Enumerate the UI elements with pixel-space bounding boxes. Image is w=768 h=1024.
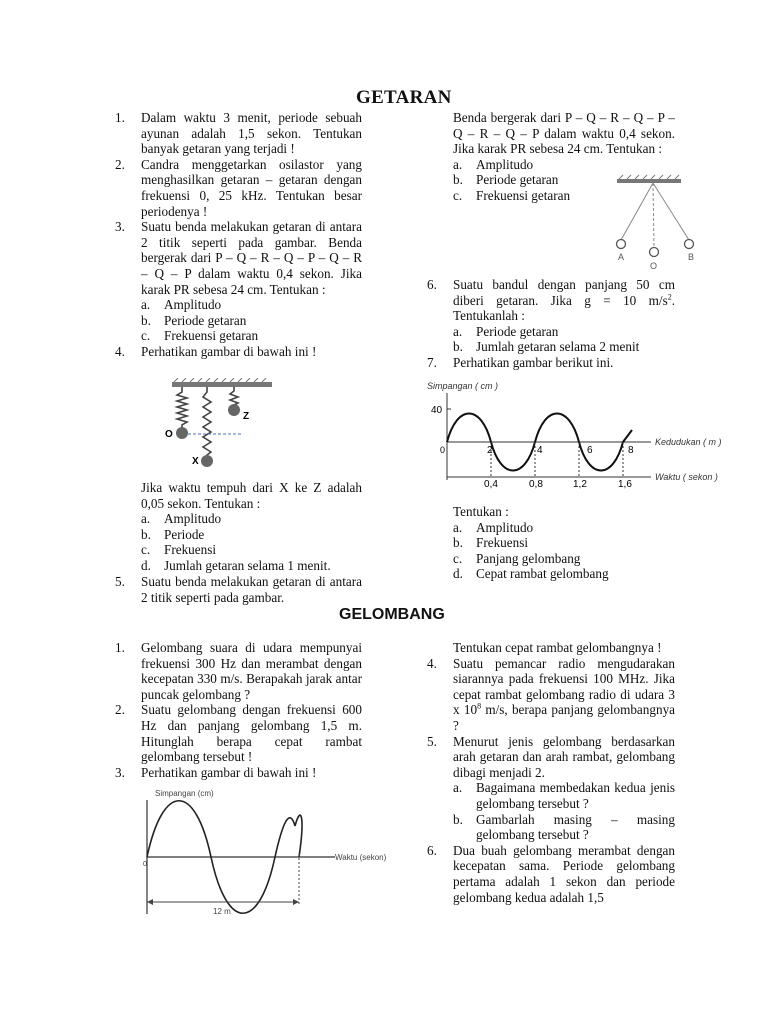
ceiling-hatch — [174, 378, 266, 382]
y-axis-label: Simpangan ( cm ) — [427, 381, 499, 391]
x-top-tick: 6 — [587, 445, 593, 456]
gridlines — [491, 442, 623, 477]
getaran-left-column — [115, 110, 362, 360]
option: a. Bagaimana membedakan kedua jenis gelombang tersebut ? — [453, 780, 675, 811]
mass-z — [228, 404, 240, 416]
x-bot-tick: 0,4 — [484, 479, 498, 490]
x-top-tick: 8 — [628, 445, 634, 456]
bob-o — [650, 248, 659, 257]
getaran-question-2: 2. Candra menggetarkan osilastor yang menghasilkan getaran – getaran dengan frekuensi 0, 25 kHz. Tentukan besar periodenya ! — [115, 156, 362, 219]
getaran-question-5: 5. Suatu benda melakukan getaran di antara 2 titik seperti pada gambar. — [115, 574, 362, 605]
svg-text:0: 0 — [143, 861, 147, 868]
mass-x — [201, 455, 213, 467]
option: b. Periode — [141, 526, 205, 542]
x-bot-tick: 1,6 — [618, 479, 632, 490]
option: d. Jumlah getaran selama 1 menit. — [141, 557, 331, 573]
option: b. Jumlah getaran selama 2 menit — [453, 339, 640, 355]
option: a. Amplitudo — [453, 519, 534, 535]
ceiling-bar — [172, 382, 272, 387]
x-top-tick: 4 — [537, 445, 543, 456]
getaran-right-lower — [427, 277, 675, 371]
getaran-title: GETARAN — [356, 87, 452, 108]
option: c. Frekuensi — [141, 542, 217, 558]
getaran-q7-continuation: Tentukan : a. Amplitudo b. Frekuensi c. Panjang gelombang d. Cepat rambat gelombang — [453, 504, 675, 582]
gelombang-question-4: 4. Suatu pemancar radio mengudarakan siarannya pada frekuensi 100 MHz. Jika cepat rambat gelombang radio di udara 3 x $10^8$ m/s, berapa panjang gelombangnya ? — [427, 655, 676, 733]
string-b — [653, 183, 689, 240]
distance-label: 12 m — [213, 907, 231, 916]
getaran-question-7: 7. Perhatikan gambar berikut ini. — [427, 354, 614, 370]
getaran-question-1: 1. Dalam waktu 3 menit, periode sebuah ayunan adalah 1,5 sekon. Tentukan banyak getaran yang terjadi ! — [115, 110, 362, 157]
x-bot-tick: 1,2 — [573, 479, 587, 490]
x-top-axis-label: Kedudukan ( m ) — [655, 437, 722, 447]
gelombang-question-6: 6. Dua buah gelombang merambat dengan kecepatan sama. Periode gelombang pertama adalah 1 sekon dan periode gelombang kedua adalah 1,5 — [427, 842, 675, 905]
label-o: O — [165, 429, 173, 440]
bob-a — [617, 240, 626, 249]
option: c. Frekuensi getaran — [141, 328, 259, 344]
option: a. Amplitudo — [453, 156, 534, 172]
origin-label: 0 — [440, 445, 446, 455]
gelombang-left-column — [115, 640, 362, 780]
option: b. Periode getaran — [141, 312, 247, 328]
gelombang-question-1: 1. Gelombang suara di udara mempunyai frekuensi 300 Hz dan merambat dengan kecepatan 330 m/s. Berapakah jarak antar puncak gelombang ? — [115, 640, 362, 702]
label-o: O — [650, 261, 658, 270]
gelombang-question-3: 3. Perhatikan gambar di bawah ini ! — [115, 764, 317, 780]
gelombang-right-column — [427, 640, 675, 905]
pendulum-figure — [603, 174, 709, 270]
option: c. Panjang gelombang — [453, 550, 581, 566]
mass-o — [176, 427, 188, 439]
gelombang-title: GELOMBANG — [339, 606, 445, 623]
spring-left — [177, 387, 187, 428]
bob-b — [685, 240, 694, 249]
getaran-q4-continuation — [141, 480, 362, 574]
spring-middle — [203, 387, 211, 458]
wave-graph-gelombang — [135, 786, 400, 918]
gelombang-q3-continuation: Tentukan cepat rambat gelombangnya ! — [453, 640, 662, 655]
option: b. Frekuensi — [453, 535, 529, 551]
option: a. Periode getaran — [453, 323, 559, 339]
label-x: X — [192, 456, 199, 467]
gelombang-question-5: 5. Menurut jenis gelombang berdasarkan arah getaran dan arah rambat, gelombang dibagi menjadi 2. a. Bagaimana membedakan kedua jenis gelombang tersebut ? b. Gambarlah masing – masing gelombang tersebut ? — [427, 733, 675, 843]
spring-figure — [160, 378, 280, 470]
label-a: A — [618, 252, 625, 262]
x-top-tick: 2 — [487, 445, 493, 456]
q4-after-text: Jika waktu tempuh dari X ke Z adalah 0,05 sekon. Tentukan : — [141, 480, 362, 511]
x-bot-tick: 0,8 — [529, 479, 543, 490]
spring-right — [230, 387, 238, 405]
getaran-question-3: 3. Suatu benda melakukan getaran di antara 2 titik seperti pada gambar. Benda bergerak dari P – Q – R – Q – P – Q – R – Q – P dalam waktu 0,4 sekon. Jika karak PR sebesa 24 cm. Tentukan : a. Amplitudo b. Periode getaran c. Frekuensi getaran — [115, 219, 362, 344]
string-o — [653, 183, 654, 248]
option: b. Gambarlah masing – masing gelombang tersebut ? — [453, 811, 675, 843]
wave-graph-q7 — [425, 380, 745, 492]
option: a. Amplitudo — [141, 297, 222, 313]
string-a — [621, 183, 653, 240]
gelombang-question-2: 2. Suatu gelombang dengan frekuensi 600 Hz dan panjang gelombang 1,5 m. Hitunglah berapa cepat rambat gelombang tersebut ! — [115, 702, 362, 765]
x-axis-label: Waktu (sekon) — [335, 853, 387, 862]
getaran-q5-continuation: Benda bergerak dari P – Q – R – Q – P – Q – R – Q – P dalam waktu 0,4 sekon. Jika karak PR sebesa 24 cm. Tentukan : a. Amplitudo b. Periode getaran c. Frekuensi getaran — [453, 110, 675, 203]
option: a. Amplitudo — [141, 511, 222, 527]
x-bot-axis-label: Waktu ( sekon ) — [655, 472, 718, 482]
label-b: B — [688, 252, 695, 262]
getaran-question-6: 6. Suatu bandul dengan panjang 50 cm diberi getaran. Jika g = 10 $m/s^2$. Tentukanlah : a. Periode getaran b. Jumlah getaran selama 2 menit — [427, 277, 675, 355]
y-max-label: 40 — [431, 405, 443, 416]
option: c. Frekuensi getaran — [453, 187, 571, 203]
y-axis-label: Simpangan (cm) — [155, 789, 214, 798]
getaran-question-4: 4. Perhatikan gambar di bawah ini ! — [115, 343, 317, 359]
label-z: Z — [243, 411, 250, 422]
option: d. Cepat rambat gelombang — [453, 566, 609, 582]
pendulum-ceiling — [617, 179, 681, 183]
option: b. Periode getaran — [453, 172, 559, 188]
